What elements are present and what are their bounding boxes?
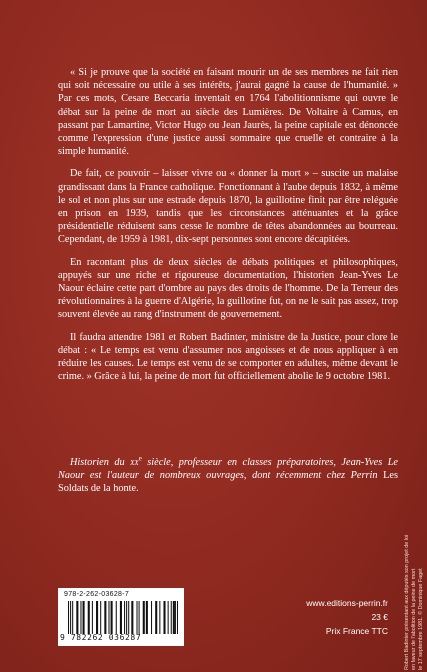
barcode-bar [131,601,133,634]
barcode-bar [139,601,140,634]
isbn-label: 978-2-262-03628-7 [64,591,130,598]
barcode-bar [120,601,122,634]
barcode-bar [177,601,178,634]
barcode-bar [104,601,106,634]
barcode-bars [68,601,178,634]
barcode-bar [143,601,145,634]
barcode-bar [146,601,148,634]
publisher-website: www.editions-perrin.fr [306,598,388,608]
price: 23 € [371,612,388,622]
barcode-bar [70,601,71,634]
blurb-paragraph-3: En racontant plus de deux siècles de débats politiques et philosophiques, appuyés sur une riche et rigoureuse documentation, l'historien Jean-Yves Le Naour éclaire cette part d'ombre au pays des droits de l'homme. De la Terreur des révolutionnaires à la guerre d'Algérie, la guillotine fut, on ne le sait pas assez, trop souvent élevée au rang d'instrument de gouvernement. [58,256,398,321]
barcode-bar [83,601,85,634]
barcode-bar [92,601,93,634]
barcode-bar [100,601,101,634]
bio-part-3: . [136,483,139,495]
bio-century: xx [130,457,139,468]
publisher-info [306,596,388,638]
bio-century-sup: e [138,454,142,463]
barcode-bar [155,601,157,634]
bio-part-1: Historien du [70,457,131,468]
blurb-paragraph-2: De fait, ce pouvoir – laisser vivre ou « donner la mort » – suscite un malaise grandissant dans la France catholique. Fonctionnant à l'aube depuis 1832, à même le sol et non plus sur une estrade depuis 1870, la guillotine finit par être reléguée en prison en 1939, tandis que les circonstances atténuantes et la grâce présidentielle réduisent sans cesse le nombre de têtes abandonnées au bourreau. Cependant, de 1959 à 1981, dix-sept personnes sont encore décapitées. [58,168,398,246]
barcode-bar [159,601,160,634]
barcode-bar [111,601,113,634]
barcode-bar [80,601,81,634]
barcode-bar [96,601,98,634]
price-label: Prix France TTC [325,626,388,636]
photo-credit-line-2: en faveur de l'abolition de la peine de mort [411,568,417,670]
photo-credit [404,438,426,670]
barcode-bar [126,601,127,634]
author-bio [58,456,398,496]
barcode-bar [72,601,73,634]
barcode-bar [163,601,165,634]
barcode-bar [116,601,117,634]
photo-credit-line-1: Robert Badinter présentant aux députés son projet de loi [404,534,410,670]
bio-book-title: Les Soldats de la honte [58,470,398,495]
blurb-paragraph-4: Il faudra attendre 1981 et Robert Badinter, ministre de la Justice, pour clore le débat : « Le temps est venu d'assumer nos angoisses et de nous appliquer à en réduire les causes. Le temps est venu de se comporter en adultes, même devant le crime. » Grâce à lui, la peine de mort fut officiellement abolie le 9 octobre 1981. [58,331,398,383]
barcode-bar [108,601,109,634]
barcode-bar [173,601,175,634]
barcode-bar [124,601,125,634]
barcode-bar [151,601,152,634]
barcode-bar [175,601,176,634]
photo-credit-line-3: le 17 septembre 1981. © Dominique Faget [418,568,424,670]
barcode [58,588,184,646]
barcode-bar [128,601,129,634]
barcode-bar [168,601,169,634]
isbn-digits: 9 782262 036287 [60,633,142,642]
barcode-bar [171,601,172,634]
barcode-bar [76,601,78,634]
bio-part-2: siècle, professeur en classes préparatoires, Jean-Yves Le Naour est l'auteur de nombreux ouvrages, dont récemment chez Perrin [58,457,398,482]
blurb-text [58,66,398,392]
barcode-bar [136,601,137,634]
barcode-bar [68,601,69,634]
blurb-paragraph-1: « Si je prouve que la société en faisant mourir un de ses membres ne fait rien qui soit nécessaire ou utile à ses intérêts, j'aurai gagné la cause de l'humanité. » Par ces mots, Cesare Beccaria inventait en 1764 l'abolitionnisme qui ouvre le débat sur la peine de mort au siècle des Lumières. De Voltaire à Camus, en passant par Lamartine, Victor Hugo ou Jean Jaurès, la peine capitale est dénoncée comme l'expression d'une justice aussi sommaire que cruelle et contraire à la simple humanité. [58,67,398,158]
barcode-bar [88,601,90,634]
